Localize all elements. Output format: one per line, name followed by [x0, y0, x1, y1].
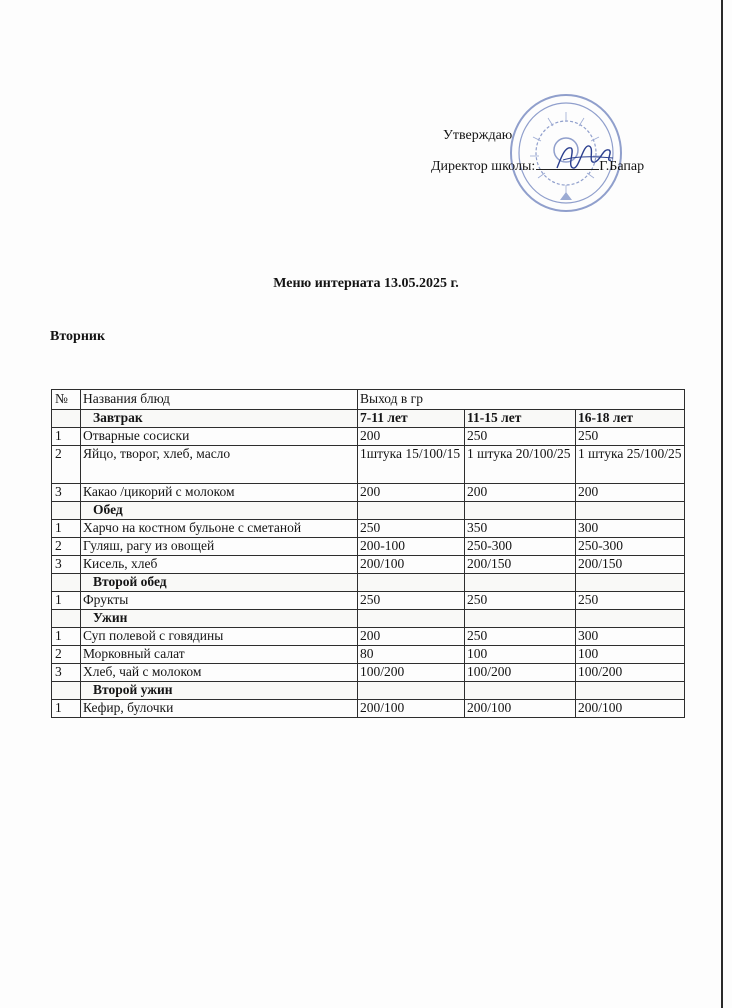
dish-name: Хлеб, чай с молоком — [81, 664, 358, 682]
portion-cell: 250 — [465, 592, 576, 610]
dish-name: Кефир, булочки — [81, 700, 358, 718]
portion-cell: 100 — [465, 646, 576, 664]
empty-cell — [465, 502, 576, 520]
section-row — [52, 410, 685, 428]
section-row — [52, 610, 685, 628]
portion-cell: 200/100 — [465, 700, 576, 718]
section-name: Второй ужин — [81, 682, 358, 700]
director-label: Директор школы: — [431, 159, 536, 174]
director-name: Г.Бапар — [599, 159, 645, 174]
portion-cell: 300 — [576, 628, 685, 646]
row-number: 1 — [52, 592, 81, 610]
portion-cell: 250 — [465, 428, 576, 446]
age-group-header: 7-11 лет — [358, 410, 465, 428]
empty-cell — [358, 502, 465, 520]
empty-cell — [465, 610, 576, 628]
empty-cell — [576, 574, 685, 592]
age-group-header: 11-15 лет — [465, 410, 576, 428]
portion-cell: 200 — [358, 428, 465, 446]
row-number: 2 — [52, 646, 81, 664]
table-row — [52, 592, 685, 610]
empty-cell — [576, 682, 685, 700]
portion-cell: 200/100 — [358, 700, 465, 718]
row-number: 2 — [52, 538, 81, 556]
approval-label: Утверждаю — [443, 128, 513, 143]
portion-cell: 1 штука 25/100/25 — [576, 446, 685, 484]
table-row — [52, 484, 685, 502]
table-row — [52, 538, 685, 556]
dish-name: Морковный салат — [81, 646, 358, 664]
portion-cell: 200/150 — [465, 556, 576, 574]
portion-cell: 250 — [576, 428, 685, 446]
table-row — [52, 556, 685, 574]
dish-name: Фрукты — [81, 592, 358, 610]
portion-cell: 80 — [358, 646, 465, 664]
portion-cell: 250-300 — [576, 538, 685, 556]
day-of-week: Вторник — [50, 329, 106, 344]
table-row — [52, 520, 685, 538]
portion-cell: 200 — [576, 484, 685, 502]
dish-name: Кисель, хлеб — [81, 556, 358, 574]
menu-table-body — [52, 390, 685, 718]
portion-cell: 200/100 — [576, 700, 685, 718]
empty-cell — [576, 610, 685, 628]
portion-cell: 100/200 — [576, 664, 685, 682]
portion-cell: 200/150 — [576, 556, 685, 574]
table-row — [52, 446, 685, 484]
director-line — [431, 157, 644, 175]
signature-line — [536, 157, 599, 170]
section-row — [52, 574, 685, 592]
scan-edge-line — [721, 0, 723, 1008]
portion-cell: 300 — [576, 520, 685, 538]
table-row — [52, 428, 685, 446]
portion-cell: 100 — [576, 646, 685, 664]
section-number-cell — [52, 610, 81, 628]
section-number-cell — [52, 682, 81, 700]
dish-name: Отварные сосиски — [81, 428, 358, 446]
table-header-row — [52, 390, 685, 410]
section-name: Завтрак — [81, 410, 358, 428]
row-number: 1 — [52, 428, 81, 446]
section-row — [52, 502, 685, 520]
portion-cell: 250 — [358, 520, 465, 538]
age-group-header: 16-18 лет — [576, 410, 685, 428]
header-dish: Названия блюд — [81, 390, 358, 410]
portion-cell: 250 — [465, 628, 576, 646]
portion-cell: 1штука 15/100/15 — [358, 446, 465, 484]
portion-cell: 200 — [358, 628, 465, 646]
dish-name: Суп полевой с говядины — [81, 628, 358, 646]
empty-cell — [576, 502, 685, 520]
portion-cell: 1 штука 20/100/25 — [465, 446, 576, 484]
section-number-cell — [52, 574, 81, 592]
table-row — [52, 664, 685, 682]
portion-cell: 250 — [358, 592, 465, 610]
dish-name: Какао /цикорий с молоком — [81, 484, 358, 502]
portion-cell: 200 — [358, 484, 465, 502]
section-number-cell — [52, 502, 81, 520]
row-number: 3 — [52, 664, 81, 682]
dish-name: Гуляш, рагу из овощей — [81, 538, 358, 556]
row-number: 1 — [52, 628, 81, 646]
header-number: № — [52, 390, 81, 410]
row-number: 3 — [52, 484, 81, 502]
portion-cell: 200/100 — [358, 556, 465, 574]
section-row — [52, 682, 685, 700]
dish-name: Харчо на костном бульоне с сметаной — [81, 520, 358, 538]
portion-cell: 200 — [465, 484, 576, 502]
portion-cell: 100/200 — [465, 664, 576, 682]
table-row — [52, 646, 685, 664]
table-row — [52, 628, 685, 646]
empty-cell — [465, 574, 576, 592]
section-name: Обед — [81, 502, 358, 520]
dish-name: Яйцо, творог, хлеб, масло — [81, 446, 358, 484]
portion-cell: 250 — [576, 592, 685, 610]
row-number: 3 — [52, 556, 81, 574]
section-name: Второй обед — [81, 574, 358, 592]
row-number: 1 — [52, 520, 81, 538]
portion-cell: 250-300 — [465, 538, 576, 556]
header-output: Выход в гр — [358, 390, 685, 410]
menu-table — [51, 389, 685, 718]
empty-cell — [358, 574, 465, 592]
portion-cell: 100/200 — [358, 664, 465, 682]
section-number-cell — [52, 410, 81, 428]
page-title: Меню интерната 13.05.2025 г. — [273, 276, 459, 291]
portion-cell: 350 — [465, 520, 576, 538]
section-name: Ужин — [81, 610, 358, 628]
row-number: 2 — [52, 446, 81, 484]
empty-cell — [358, 682, 465, 700]
table-row — [52, 700, 685, 718]
portion-cell: 200-100 — [358, 538, 465, 556]
row-number: 1 — [52, 700, 81, 718]
empty-cell — [465, 682, 576, 700]
empty-cell — [358, 610, 465, 628]
